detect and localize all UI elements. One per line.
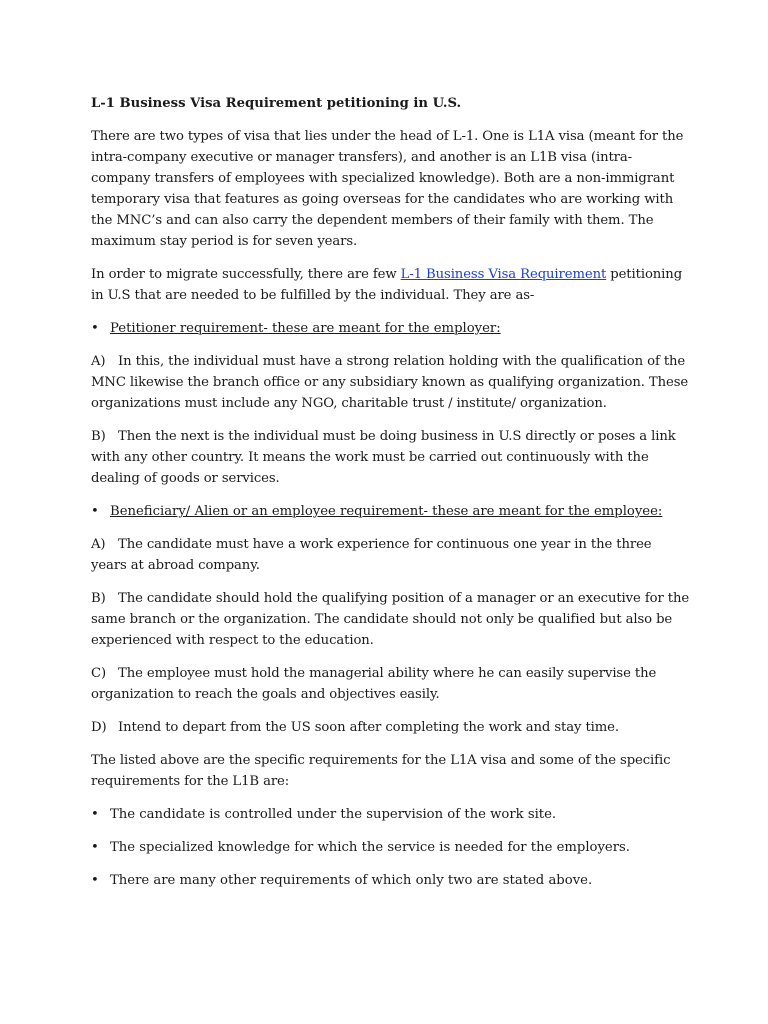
beneficiary-item-d bbox=[91, 717, 691, 738]
item-marker: D) bbox=[91, 720, 107, 735]
beneficiary-item-a bbox=[91, 534, 691, 576]
l1b-intro-paragraph: The listed above are the specific requirements for the L1A visa and some of the specific requirements for the L1B are: bbox=[91, 753, 671, 789]
l1b-bullet-2 bbox=[91, 837, 691, 858]
beneficiary-item-b bbox=[91, 588, 691, 651]
migrate-text-after: petitioning in U.S that are needed to be fulfilled by the individual. They are as- bbox=[91, 267, 683, 303]
petitioner-item-b bbox=[91, 426, 691, 489]
item-text: The employee must hold the managerial ability where he can easily supervise the organization to reach the goals and objectives easily. bbox=[91, 666, 657, 702]
beneficiary-heading-text: Beneficiary/ Alien or an employee requirement- these are meant for the employee: bbox=[110, 504, 663, 519]
item-text: In this, the individual must have a strong relation holding with the qualification of the MNC likewise the branch office or any subsidiary known as qualifying organization. These organizations must include any NGO, charitable trust / institute/ organization. bbox=[91, 354, 689, 411]
bullet-icon: • bbox=[91, 321, 99, 336]
migrate-text-before: In order to migrate successfully, there are few bbox=[91, 267, 401, 282]
document-page bbox=[91, 93, 691, 903]
intro-paragraph: There are two types of visa that lies under the head of L-1. One is L1A visa (meant for the intra-company executive or manager transfers), and another is an L1B visa (intra-company transfers of employees with specialized knowledge). Both are a non-immigrant temporary visa that features as going overseas for the candidates who are working with the MNC’s and can also carry the dependent members of their family with them. The maximum stay period is for seven years. bbox=[91, 129, 684, 249]
beneficiary-item-c bbox=[91, 663, 691, 705]
l1b-bullet-1 bbox=[91, 804, 691, 825]
visa-requirement-link[interactable]: L-1 Business Visa Requirement bbox=[400, 267, 607, 282]
item-text: Then the next is the individual must be doing business in U.S directly or poses a link with any other country. It means the work must be carried out continuously with the dealing of goods or services. bbox=[91, 429, 676, 486]
item-marker: B) bbox=[91, 429, 106, 444]
bullet-text: There are many other requirements of which only two are stated above. bbox=[110, 873, 593, 888]
bullet-icon: • bbox=[91, 873, 99, 888]
petitioner-heading bbox=[91, 318, 691, 339]
petitioner-item-a bbox=[91, 351, 691, 414]
item-marker: B) bbox=[91, 591, 106, 606]
item-text: Intend to depart from the US soon after completing the work and stay time. bbox=[118, 720, 619, 735]
l1b-bullet-3 bbox=[91, 870, 691, 891]
migrate-paragraph bbox=[91, 264, 691, 306]
bullet-icon: • bbox=[91, 840, 99, 855]
document-title: L-1 Business Visa Requirement petitioning in U.S. bbox=[91, 96, 462, 111]
bullet-text: The specialized knowledge for which the service is needed for the employers. bbox=[110, 840, 630, 855]
bullet-icon: • bbox=[91, 504, 99, 519]
item-marker: A) bbox=[91, 537, 106, 552]
item-text: The candidate must have a work experience for continuous one year in the three years at abroad company. bbox=[91, 537, 652, 573]
bullet-text: The candidate is controlled under the supervision of the work site. bbox=[110, 807, 557, 822]
bullet-icon: • bbox=[91, 807, 99, 822]
item-text: The candidate should hold the qualifying position of a manager or an executive for the same branch or the organization. The candidate should not only be qualified but also be experienced with respect to the education. bbox=[91, 591, 690, 648]
petitioner-heading-text: Petitioner requirement- these are meant for the employer: bbox=[110, 321, 501, 336]
beneficiary-heading bbox=[91, 501, 691, 522]
item-marker: C) bbox=[91, 666, 107, 681]
item-marker: A) bbox=[91, 354, 106, 369]
